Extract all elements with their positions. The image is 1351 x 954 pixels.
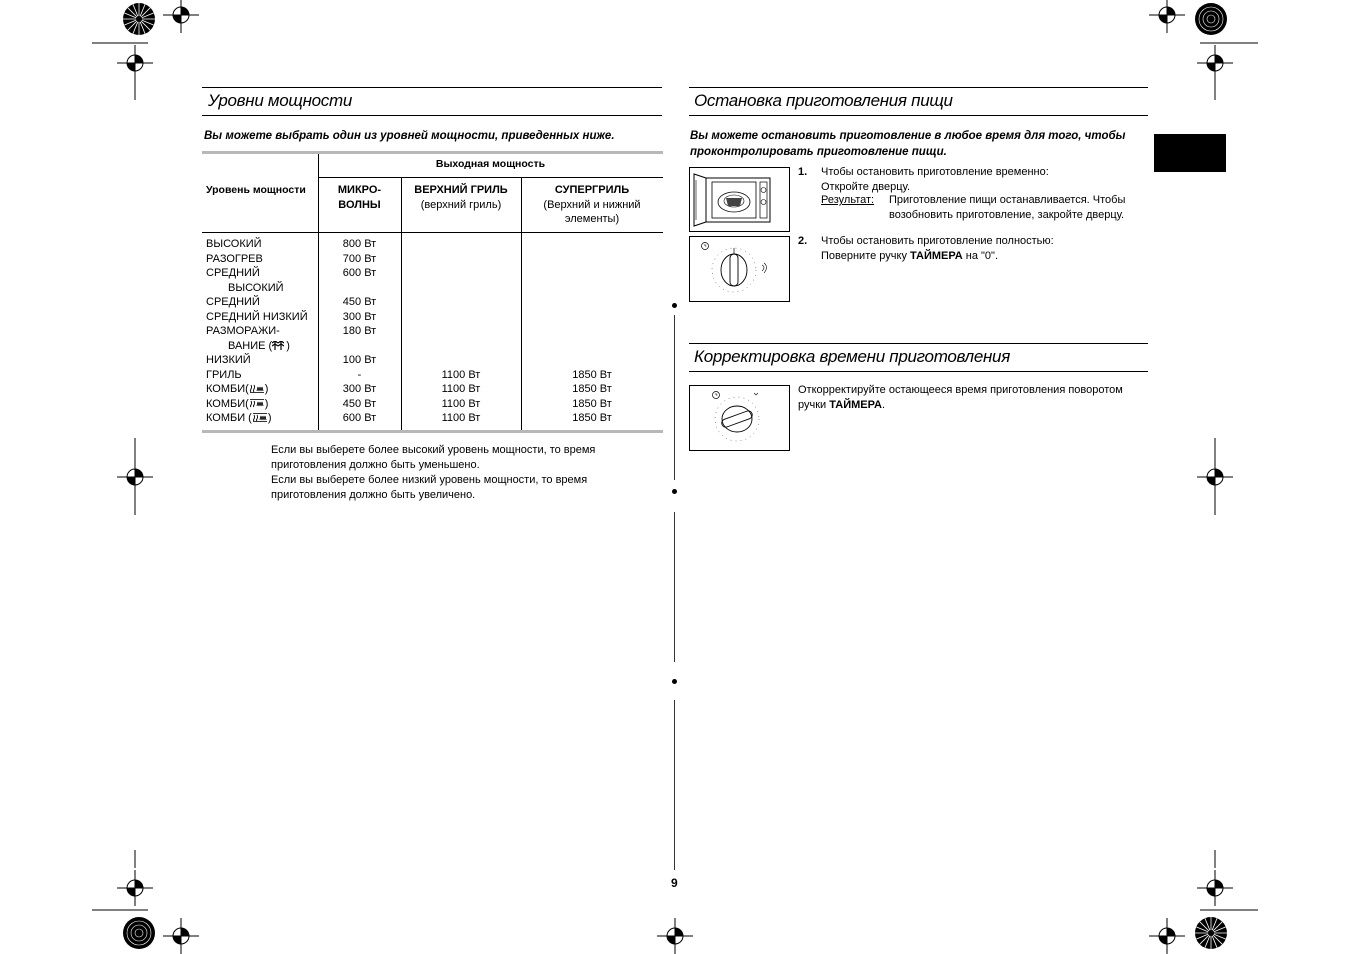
- table-cell-micro: 700 Вт: [342, 252, 377, 265]
- table-cell-micro: 450 Вт: [342, 397, 377, 410]
- step-2-text: Чтобы остановить приготовление полностью: Поверните ручку ТАЙМЕРА на "0".: [821, 235, 1054, 262]
- defrost-icon: [272, 341, 284, 350]
- table-cell-super-grill: 1850 Вт: [572, 397, 612, 410]
- oven-door-open-illustration: [689, 167, 790, 232]
- table-cell-top-grill: 1100 Вт: [441, 368, 481, 381]
- table-cell-level: КОМБИ( ): [206, 397, 269, 410]
- table-header-level: Уровень мощности: [206, 184, 306, 196]
- section-title-stop-cooking: Остановка приготовления пищи: [694, 91, 953, 110]
- table-header-micro: МИКРО- ВОЛНЫ: [337, 184, 382, 211]
- table-cell-level: ВЫСОКИЙ: [228, 281, 284, 294]
- table-header-top-grill: ВЕРХНИЙ ГРИЛЬ (верхний гриль): [414, 184, 508, 211]
- page-number: 9: [671, 876, 678, 890]
- stop-cooking-intro: Вы можете остановить приготовление в любое время для того, чтобы проконтролировать приготовление пищи.: [690, 130, 1126, 158]
- table-cell-micro: [318, 281, 401, 296]
- title-rule-bottom: [689, 115, 1148, 116]
- table-cell-micro: 600 Вт: [342, 267, 377, 279]
- table-cell-top-grill: 1100 Вт: [441, 412, 481, 424]
- table-header-super-grill: СУПЕРГРИЛЬ (Верхний и нижний элементы): [543, 184, 641, 225]
- column-dot: [672, 489, 677, 494]
- power-note-lower: Если вы выберете более низкий уровень мощности, то время приготовления должно быть увеличено.: [271, 474, 588, 501]
- title-rule-bottom: [689, 371, 1148, 372]
- table-cell-micro: 300 Вт: [342, 310, 377, 323]
- table-header-output: Выходная мощность: [435, 158, 546, 170]
- table-cell-level: РАЗМОРАЖИ-: [206, 325, 280, 337]
- table-cell-micro: 300 Вт: [342, 383, 377, 395]
- table-cell-level: ГРИЛЬ: [206, 368, 242, 381]
- title-rule-top: [689, 343, 1148, 344]
- table-col-micro: [318, 237, 401, 426]
- table-cell-micro: [318, 339, 401, 354]
- step-1-result-text: Приготовление пищи останавливается. Чтобы возобновить приготовление, закройте дверцу.: [889, 194, 1126, 221]
- combi-2-icon: [249, 399, 265, 408]
- title-rule-top: [202, 87, 662, 88]
- column-dot: [672, 303, 677, 308]
- column-dot: [672, 679, 677, 684]
- column-divider: [674, 700, 675, 870]
- section-title-power-levels: Уровни мощности: [208, 91, 352, 110]
- table-cell-level: КОМБИ( ): [206, 383, 269, 395]
- table-top-bar: [202, 151, 663, 154]
- table-cell-top-grill: 1100 Вт: [441, 397, 481, 410]
- table-cell-level: РАЗОГРЕВ: [206, 252, 263, 265]
- table-col-super-grill: [521, 368, 663, 426]
- table-cell-micro: 450 Вт: [342, 296, 377, 308]
- table-cell-level: НИЗКИЙ: [206, 354, 251, 366]
- table-col-levels: [206, 237, 318, 426]
- table-cell-super-grill: 1850 Вт: [572, 368, 612, 381]
- table-col-top-grill: [401, 368, 521, 426]
- step-1-text: Чтобы остановить приготовление временно: Откройте дверцу.: [821, 166, 1049, 193]
- table-cell-level: КОМБИ ( ): [206, 412, 272, 424]
- table-header-rule: [318, 177, 663, 178]
- step-1-result-label: Результат:: [821, 194, 875, 206]
- table-cell-level: СРЕДНИЙ НИЗКИЙ: [206, 310, 308, 323]
- power-note-higher: Если вы выберете более высокий уровень мощности, то время приготовления должно быть уменьшено.: [271, 444, 596, 471]
- table-cell-micro: 100 Вт: [342, 354, 377, 366]
- column-divider: [674, 512, 675, 662]
- table-cell-level: ВАНИЕ ( ): [228, 339, 290, 352]
- language-tab: [1154, 134, 1226, 172]
- table-cell-micro: 600 Вт: [342, 412, 377, 424]
- table-cell-level: ВЫСОКИЙ: [206, 238, 262, 250]
- table-header-bottom: [202, 232, 663, 233]
- power-levels-intro: Вы можете выбрать один из уровней мощности, приведенных ниже.: [204, 130, 615, 142]
- title-rule-bottom: [202, 115, 662, 116]
- step-1-number: 1.: [798, 166, 808, 178]
- table-cell-micro: -: [357, 368, 362, 381]
- table-cell-micro: 800 Вт: [342, 238, 377, 250]
- combi-3-icon: [252, 413, 268, 422]
- table-cell-top-grill: 1100 Вт: [441, 383, 481, 395]
- timer-dial-illustration: [689, 236, 790, 302]
- column-divider: [674, 315, 675, 480]
- title-rule-top: [689, 87, 1148, 88]
- table-cell-super-grill: 1850 Вт: [572, 383, 612, 395]
- combi-1-icon: [249, 384, 265, 393]
- table-cell-level: СРЕДНИЙ: [206, 267, 260, 279]
- table-cell-micro: 180 Вт: [342, 325, 377, 337]
- step-2-number: 2.: [798, 235, 808, 247]
- adjust-time-text: Откорректируйте остающееся время приготовления поворотом ручки ТАЙМЕРА.: [798, 384, 1123, 411]
- section-title-adjust-time: Корректировка времени приготовления: [694, 347, 1010, 366]
- table-bottom-bar: [202, 430, 663, 433]
- timer-dial-adjust-illustration: [689, 385, 790, 451]
- table-cell-level: СРЕДНИЙ: [206, 296, 260, 308]
- table-cell-super-grill: 1850 Вт: [572, 412, 612, 424]
